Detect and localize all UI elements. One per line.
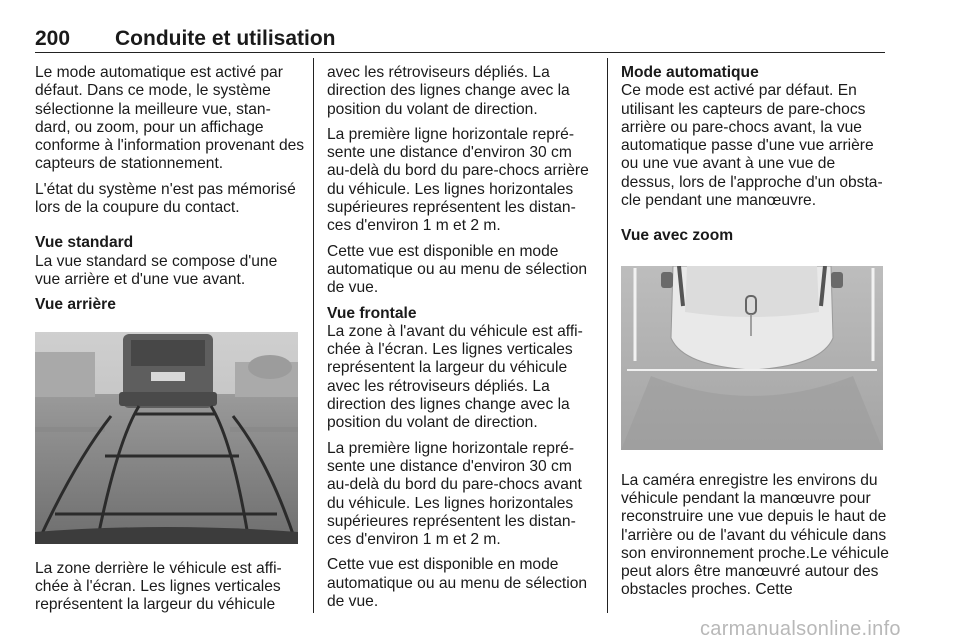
- zoom-camera-image: [621, 266, 891, 450]
- column-3: [621, 64, 891, 607]
- paragraph: La zone à l'avant du véhicule est affi-chée à l'écran. Les lignes verticales représentent la largeur du véhicule avec les rétroviseurs dépliés. La direction des lignes change avec la position du volant de direction.: [327, 322, 583, 432]
- paragraph: La vue standard se compose d'une vue arrière et d'une vue avant.: [35, 252, 278, 288]
- paragraph: Ce mode est activé par défaut. En utilisant les capteurs de pare-chocs arrière ou pare-chocs avant, la vue automatique passe d'une vue arrière ou une vue avant à une vue de dessus, lors de l'approche d'un obsta-cle pendant une manœuvre.: [621, 82, 883, 210]
- section-heading: Vue standard: [35, 234, 134, 252]
- section-heading: Vue frontale: [327, 304, 417, 322]
- paragraph: La zone derrière le véhicule est affi-chée à l'écran. Les lignes verticales représentent la largeur du véhicule: [35, 559, 282, 614]
- paragraph: La caméra enregistre les environs du véhicule pendant la manœuvre pour reconstruire une vue depuis le haut de l'arrière ou de l'avant du véhicule dans son environnement proche.Le véhicule peut alors être manœuvré autour des obstacles proches. Cette: [621, 471, 889, 599]
- column-divider: [313, 58, 314, 613]
- page-header: [35, 27, 885, 53]
- section-heading: Mode automatique: [621, 64, 759, 81]
- paragraph: avec les rétroviseurs dépliés. La direction des lignes change avec la position du volant de direction.: [327, 64, 570, 118]
- paragraph: La première ligne horizontale repré-sente une distance d'environ 30 cm au-delà du bord du pare-chocs arrière du véhicule. Les lignes horizontales supérieures représentent les distan-ces d'environ 1 m et 2 m.: [327, 125, 589, 235]
- column-divider: [607, 58, 608, 613]
- rear-camera-image: [35, 332, 305, 544]
- paragraph: L'état du système n'est pas mémorisé lors de la coupure du contact.: [35, 180, 296, 217]
- paragraph: Cette vue est disponible en mode automatique ou au menu de sélection de vue.: [327, 242, 588, 297]
- paragraph: Le mode automatique est activé par défaut. Dans ce mode, le système sélectionne la meilleure vue, stan-dard, ou zoom, pour un affichage conforme à l'information provenant des capteurs de stationnement.: [35, 64, 305, 173]
- section-heading: Vue avec zoom: [621, 227, 734, 245]
- chapter-title: Conduite et utilisation: [115, 27, 336, 50]
- paragraph: Cette vue est disponible en mode automatique ou au menu de sélection de vue.: [327, 556, 588, 611]
- column-1: [35, 64, 305, 621]
- watermark: carmanualsonline.info: [700, 618, 901, 640]
- section-heading: Vue arrière: [35, 296, 116, 314]
- page-number: 200: [35, 27, 71, 50]
- column-2: [327, 64, 595, 618]
- paragraph: La première ligne horizontale repré-sente une distance d'environ 30 cm au-delà du bord du pare-chocs avant du véhicule. Les lignes horizontales supérieures représentent les distan-ces d'environ 1 m et 2 m.: [327, 439, 582, 549]
